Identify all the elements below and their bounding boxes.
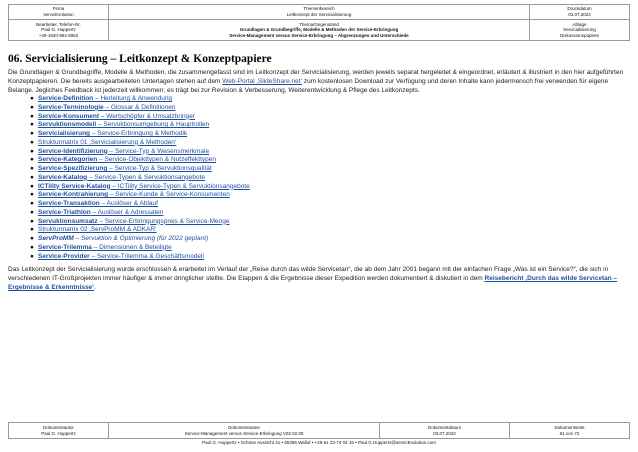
bullet-icon: ●	[30, 235, 34, 242]
list-item[interactable]	[30, 217, 630, 227]
list-item-link[interactable]: Service-Kontrahierung – Service-Kunde & Service-Konsumenten	[38, 191, 230, 199]
list-item-link[interactable]: Service-Spezifizierung – Service-Typ & Servuktionsqualität	[38, 165, 212, 172]
bullet-icon: ●	[30, 252, 34, 260]
header-firma-label: Firma	[52, 6, 65, 12]
list-item-link[interactable]: Service-Definition – Herleitung & Anwendung	[38, 95, 173, 102]
header-thema-cell	[109, 20, 530, 41]
bullet-icon: ●	[30, 243, 34, 251]
list-item[interactable]	[30, 147, 630, 157]
footer-contact: Paul G. Huppertz • Schöne Aussicht 41 • 65396 Walluf • +49-61 23-74 04 16 • Paul.G.Huppertz@servicEvolution.com	[202, 440, 436, 446]
list-item-link[interactable]: Service-Triathlon – Auslöser & Adressaten	[38, 208, 164, 216]
bullet-icon: ●	[30, 147, 34, 155]
footer-seite-label: Dokumentseite	[554, 424, 585, 430]
header-themen-label: Themenbereich	[303, 6, 335, 12]
bullet-icon: ●	[30, 191, 34, 199]
list-item[interactable]	[30, 182, 630, 192]
header-themen-value: Leitkonzept der Servicialisierung	[286, 12, 352, 17]
list-item[interactable]	[30, 130, 630, 139]
outro-text-1: Das Leitkonzept der Servicialisierung wurde erschlossen & erarbeitet im Verlauf der „Reise durch das wilde Servicetan“, die ab dem Jahr 2001 begann mit der einfachen Frage „Was ist ein Service?“, die sich in verschiedenen IT-Großprojekten immer häufiger & immer dringlicher stellte. Die Etappen & die Ergebnisse dieser Expedition werden dokumentiert & diskutiert in dem	[8, 266, 609, 283]
list-item[interactable]	[30, 243, 630, 253]
header-firma-value: servicEvolution	[43, 12, 74, 17]
bullet-icon: ●	[30, 217, 34, 225]
footer-datum-label: Dokumentdatum	[427, 424, 462, 430]
footer-autor-label: Dokumentautor	[43, 424, 74, 430]
list-item-planned: ServProMM – Servuktion & Optimierung (für 2022 geplant)	[38, 235, 209, 242]
list-item[interactable]	[30, 112, 630, 122]
intro-paragraph	[8, 68, 630, 95]
footer-name-cell	[109, 423, 380, 439]
document-footer	[8, 422, 630, 447]
list-item[interactable]	[30, 191, 630, 200]
bullet-icon: ●	[30, 200, 34, 207]
outro-paragraph	[8, 265, 630, 292]
list-item-link[interactable]: Service-Transaktion – Auslöser & Ablauf	[38, 200, 158, 207]
header-ablage-line2: Diskussionspapiere	[559, 32, 600, 38]
footer-datum-cell	[380, 423, 510, 439]
outro-text-2: .	[93, 284, 96, 292]
bullet-icon: ●	[30, 121, 34, 129]
bullet-icon: ●	[30, 112, 34, 120]
list-item[interactable]	[30, 103, 630, 113]
page-content	[8, 52, 630, 292]
intro-text-1: Die Grundlagen & Grundbegriffe, Modelle & Methoden, die zusammengefasst sind im Leitkonzept der Servicialisierung, werden jeweils separat hergeleitet & eingeordnet, erläutert & illustriert in den hier aufgeführten Konzeptpapieren. Die bereits ausgearbeiteten Unterlagen stehen auf dem	[8, 69, 624, 85]
list-item[interactable]	[30, 173, 630, 183]
page-title: 06. Servicialisierung – Leitkonzept & Konzeptpapiere	[8, 53, 272, 65]
list-item[interactable]	[30, 95, 630, 104]
bullet-icon: ●	[30, 182, 34, 190]
list-item[interactable]	[30, 165, 630, 174]
list-item[interactable]	[30, 121, 630, 130]
bullet-icon: ●	[30, 173, 34, 181]
list-item-link[interactable]: Service-Provider – Service-Trilemma & Geschäftsmodell	[38, 252, 204, 260]
footer-name-label: Dokumentname	[228, 424, 260, 430]
header-thema-line1: Grundlagen & Grundbegriffe, Modelle & Methoden der Service-Erbringung	[239, 27, 399, 33]
list-item[interactable]	[30, 252, 630, 262]
bullet-icon: ●	[30, 208, 34, 216]
document-header	[8, 4, 630, 41]
matrix-02-link[interactable]: Strukturmatrix 02 ‚ServProMM & ADKAR‘	[38, 226, 157, 234]
bullet-icon: ●	[30, 156, 34, 164]
list-item[interactable]	[30, 200, 630, 209]
header-ablage-cell	[530, 20, 630, 41]
list-item-link[interactable]: Service-Kategorien – Service-Objekttypen & Nutzeffekttypen	[38, 156, 216, 164]
list-item-link[interactable]: Service-Trilemma – Dimensionen & Beteiligte	[38, 243, 172, 251]
list-item-link[interactable]: Service-Katalog – Service-Typen & Servuktionsangebote	[38, 173, 205, 181]
matrix-01-link[interactable]: Strukturmatrix 01 ‚Servicialisierung & Methoden‘	[38, 138, 177, 146]
header-bearbeiter-label: Bearbeiter, Telefon-Nr.	[36, 21, 81, 27]
list-item[interactable]	[30, 208, 630, 218]
list-item[interactable]	[30, 226, 630, 235]
bullet-icon: ●	[30, 95, 34, 102]
bullet-icon: ●	[30, 130, 34, 137]
header-thema-line2: Service-Management versus Service-Erbringung – Abgrenzungen und Unterschiede	[229, 32, 409, 38]
header-firma-cell	[9, 5, 109, 20]
reisebericht-link[interactable]: Reisebericht ‚Durch das wilde Servicetan – Ergebnisse & Erkenntnisse‘	[8, 275, 618, 292]
bullet-icon: ●	[30, 138, 34, 146]
header-thema-label: Thema/Gegenstand	[299, 21, 339, 27]
list-item	[30, 235, 630, 244]
footer-name-value: Service-Management versus Service-Erbringung V02.02.00	[184, 430, 304, 436]
list-item[interactable]	[30, 138, 630, 148]
header-ablage-line1: Servicialisierung	[563, 27, 596, 33]
header-druck-cell	[530, 5, 630, 20]
bullet-icon: ●	[30, 165, 34, 172]
list-item-link[interactable]: Service-Terminologie – Glossar & Definitionen	[38, 103, 176, 111]
header-bearbeiter-phone: +49-1520-984 5962	[38, 32, 79, 38]
header-bearbeiter-cell	[9, 20, 109, 41]
footer-autor-value: Paul G. Huppertz	[41, 430, 76, 436]
list-item-link[interactable]: Service-Identifizierung – Service-Typ & Wesensmerkmale	[38, 147, 210, 155]
list-item-link[interactable]: Service-Konsument – Wertschöpfer & Umsatzbringer	[38, 112, 196, 120]
header-druck-value: 03.07.2022	[568, 12, 591, 17]
header-ablage-label: Ablage	[572, 21, 587, 27]
list-item-link[interactable]: ICTility Service-Katalog – ICTility Service-Typen & Servuktionsangebote	[38, 182, 250, 190]
bullet-icon: ●	[30, 103, 34, 111]
list-item-link[interactable]: Servicialisierung – Service-Erbringung & Methodik	[38, 130, 188, 137]
list-item-link[interactable]: Servuktionsumsatz – Service-Erbringungspreis & Service-Menge	[38, 217, 230, 225]
list-item-link[interactable]: Servuktionsmodell – Servuktionsumgebung & Hauptrollen	[38, 121, 210, 129]
footer-seite-cell	[510, 423, 630, 439]
bullet-icon: ●	[30, 226, 34, 234]
concept-paper-list	[8, 95, 630, 261]
footer-seite-value: 61 von 72	[559, 430, 580, 436]
list-item[interactable]	[30, 156, 630, 165]
footer-datum-value: 03.07.2022	[433, 430, 456, 436]
footer-autor-cell	[9, 423, 109, 439]
header-themen-cell	[109, 5, 530, 20]
header-druck-label: Druckdatum	[567, 6, 592, 12]
header-bearbeiter-name: Paul G. Huppertz	[41, 27, 76, 33]
slideshare-link[interactable]: Web-Portal ‚SlideShare.net‘	[222, 78, 303, 85]
intro-text-2: zum kostenlosen Download zur Verfügung und deren Inhalte kann jedermensch frei verwenden für eigene Belange. Jegliches Feedback ist jederzeit willkommen; es trägt bei zur Revision & Verbesserung, Weiterentwicklung & Pflege des Leitkonzepts.	[8, 78, 609, 94]
